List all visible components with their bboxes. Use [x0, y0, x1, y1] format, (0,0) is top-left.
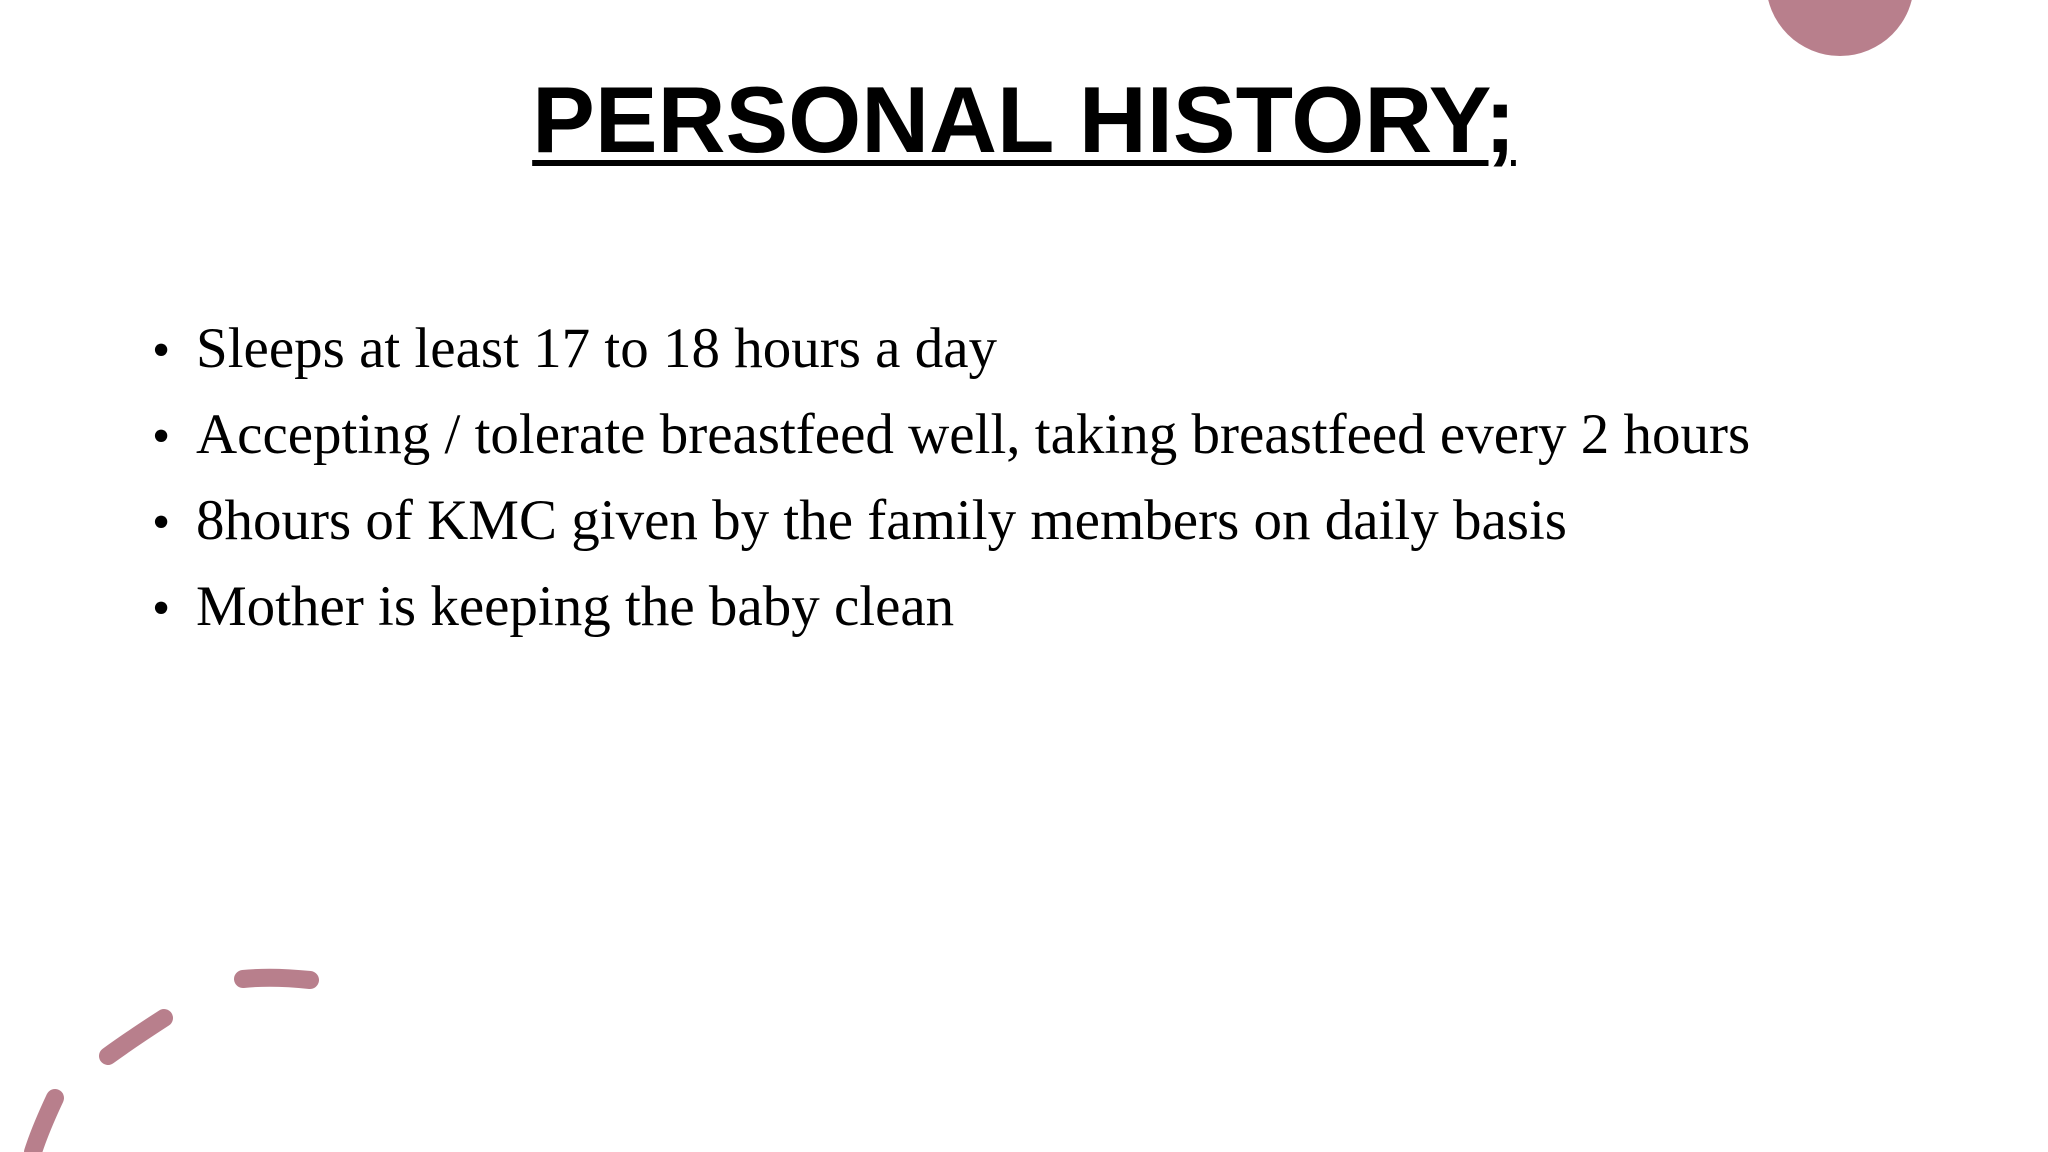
bullet-icon: •	[152, 322, 171, 379]
bullet-text: Sleeps at least 17 to 18 hours a day	[196, 317, 998, 380]
bullet-item	[152, 478, 1972, 564]
bullet-text: Mother is keeping the baby clean	[196, 575, 955, 638]
bullet-icon: •	[152, 494, 171, 551]
bullet-text: 8hours of KMC given by the family members on daily basis	[196, 489, 1567, 552]
arc-dash-middle	[108, 1018, 164, 1056]
corner-circle-decoration	[1766, 0, 1914, 56]
bullet-text: Accepting / tolerate breastfeed well, taking breastfeed every 2 hours	[196, 403, 1751, 466]
bullet-item	[152, 564, 1972, 650]
bullet-list	[152, 306, 1972, 650]
bullet-icon: •	[152, 580, 171, 637]
arc-dash-top	[243, 978, 310, 980]
arc-dash-bottom	[33, 1098, 55, 1152]
slide-title: PERSONAL HISTORY;	[532, 67, 1516, 172]
bullet-item	[152, 306, 1972, 392]
dashed-arc-decoration	[0, 940, 360, 1152]
bullet-item	[152, 392, 1972, 478]
bullet-icon: •	[152, 408, 171, 465]
